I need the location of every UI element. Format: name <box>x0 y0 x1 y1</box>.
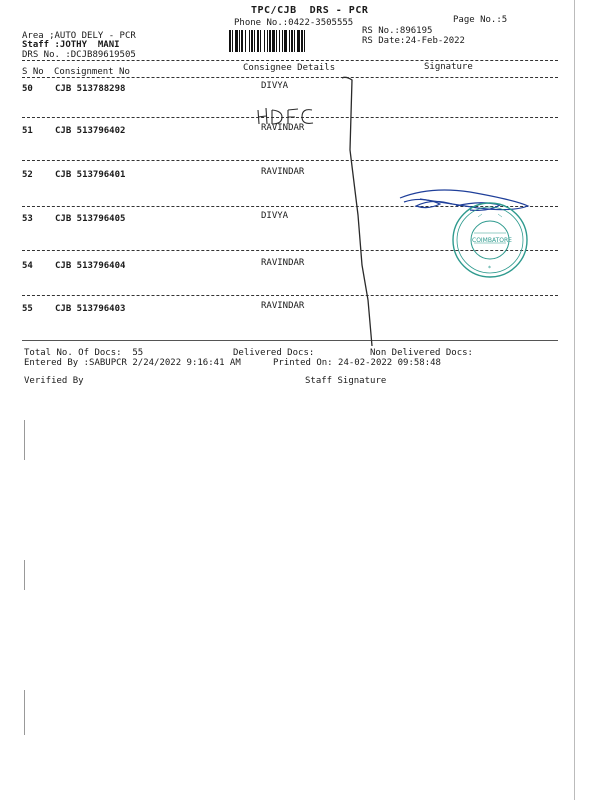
verified-by-label: Verified By <box>24 376 84 386</box>
row-sno: 54 <box>22 261 33 271</box>
column-header-consignee: Consignee Details <box>243 63 336 73</box>
delivered-docs: Delivered Docs: <box>233 348 315 358</box>
drs-number: DRS No. :DCJB89619505 <box>22 50 136 60</box>
scan-mark <box>24 690 25 735</box>
non-delivered-docs: Non Delivered Docs: <box>370 348 473 358</box>
scan-edge <box>574 0 575 800</box>
total-docs: Total No. Of Docs: 55 <box>24 348 144 358</box>
page-number: Page No.:5 <box>453 15 508 25</box>
staff-field: Staff :JOTHY MANI <box>22 40 120 50</box>
stamp-center-text: COIMBATORE <box>472 237 512 244</box>
scan-mark <box>24 560 25 590</box>
printed-on: Printed On: 24-02-2022 09:58:48 <box>273 358 441 368</box>
row-consignee: RAVINDAR <box>261 301 305 311</box>
column-header-consignment: Consignment No <box>54 67 130 77</box>
scan-mark <box>24 420 25 460</box>
row-consignment: CJB 513796403 <box>55 304 126 314</box>
document-title: TPC/CJB DRS - PCR <box>251 5 369 16</box>
row-consignee: DIVYA <box>261 211 289 221</box>
vertical-signature-stroke <box>342 77 372 346</box>
column-header-signature: Signature <box>424 62 473 72</box>
rs-number: RS No.:896195 <box>362 26 433 36</box>
row-sno: 55 <box>22 304 33 314</box>
row-sno: 52 <box>22 170 33 180</box>
row-consignment: CJB 513788298 <box>55 84 126 94</box>
area-field: Area ;AUTO DELY - PCR <box>22 31 136 41</box>
entered-by: Entered By :SABUPCR 2/24/2022 9:16:41 AM <box>24 358 241 368</box>
row-consignee: RAVINDAR <box>261 123 305 133</box>
row-consignee: RAVINDAR <box>261 167 305 177</box>
row-consignment: CJB 513796404 <box>55 261 126 271</box>
row-sno: 51 <box>22 126 33 136</box>
row-consignment: CJB 513796405 <box>55 214 126 224</box>
rs-date: RS Date:24-Feb-2022 <box>362 36 465 46</box>
row-sno: 50 <box>22 84 33 94</box>
row-sno: 53 <box>22 214 33 224</box>
row-consignment: CJB 513796402 <box>55 126 126 136</box>
row-consignee: RAVINDAR <box>261 258 305 268</box>
column-header-sno: S No <box>22 67 44 77</box>
row-consignment: CJB 513796401 <box>55 170 126 180</box>
staff-signature-label: Staff Signature <box>305 376 387 386</box>
stamp-star: * <box>488 265 491 272</box>
phone-number: Phone No.:0422-3505555 <box>234 18 354 28</box>
row-consignee: DIVYA <box>261 81 289 91</box>
handwritten-note <box>258 108 313 124</box>
